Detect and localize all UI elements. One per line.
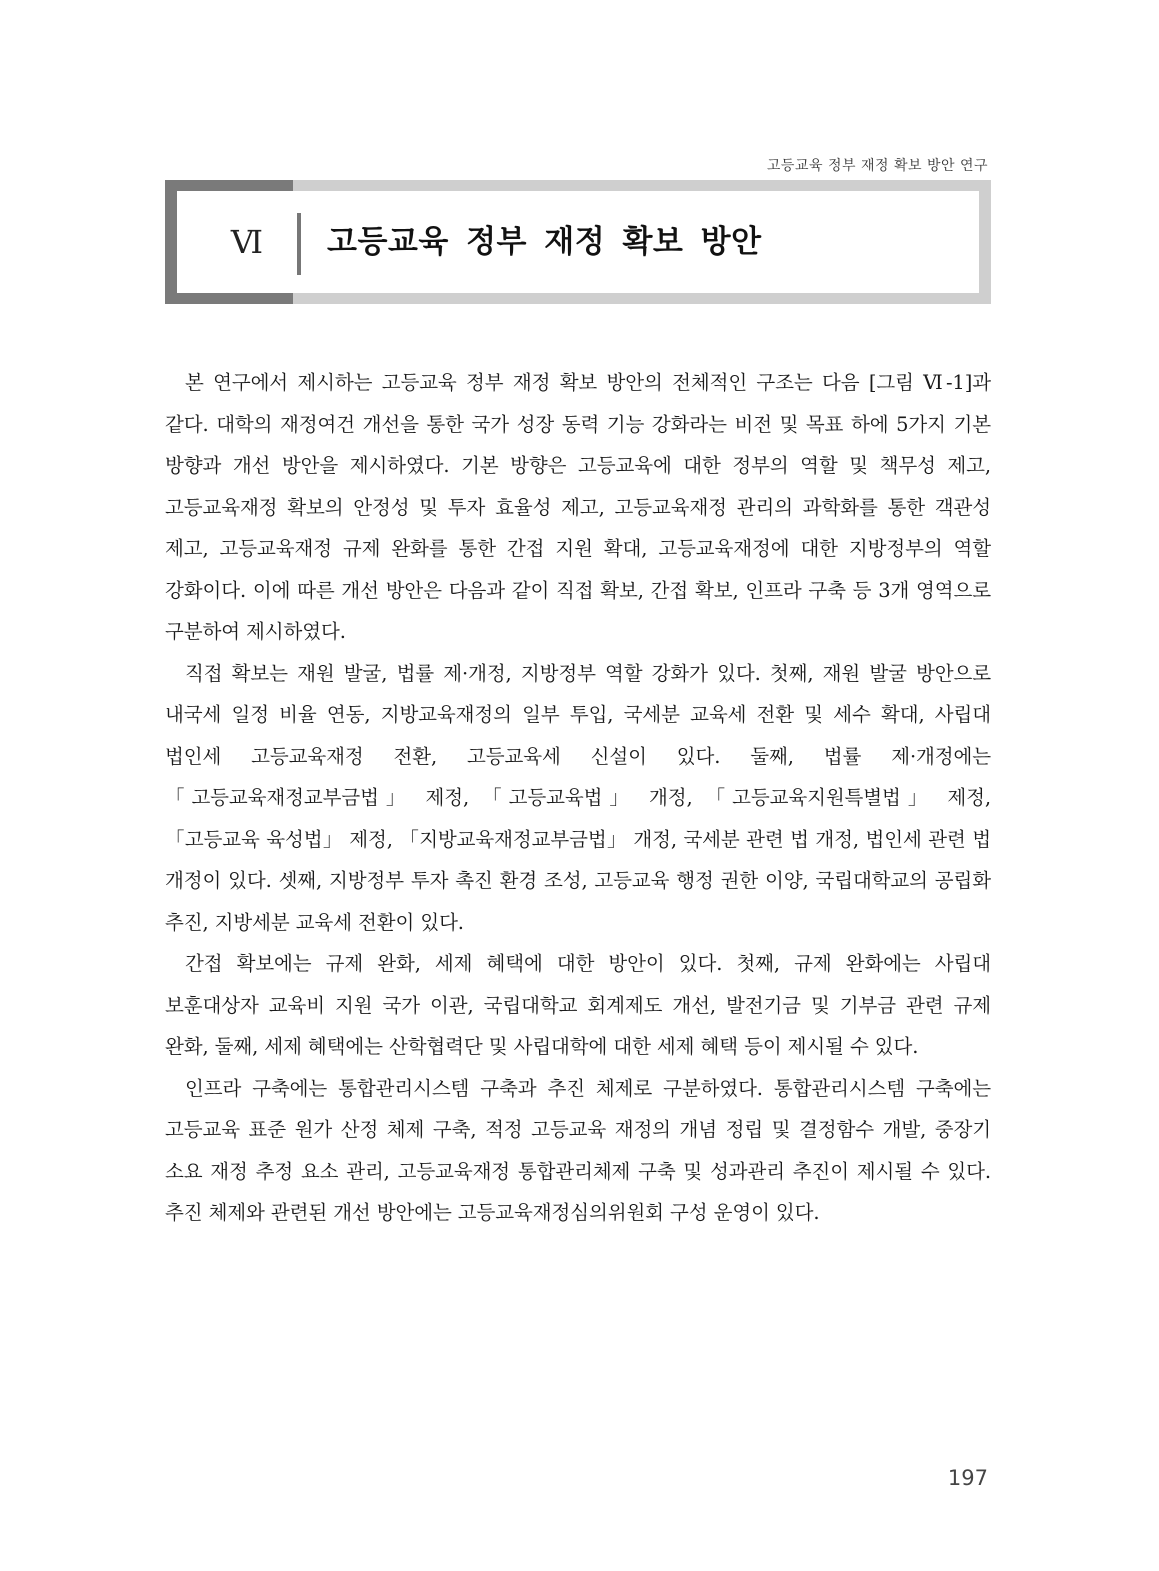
paragraph-direct-funding: 직접 확보는 재원 발굴, 법률 제·개정, 지방정부 역할 강화가 있다. 첫째, 재원 발굴 방안으로 내국세 일정 비율 연동, 지방교육재정의 일부 투입, 국세분 교육세 전환 및 세수 확대, 사립대 법인세 고등교육재정 전환, 고등교육세 신설이 있다. 둘째, 법률 제·개정에는 「고등교육재정교부금법」 제정, 「고등교육법」 개정, 「고등교육지원특별법」 제정, 「고등교육 육성법」 제정, 「지방교육재정교부금법」 개정, 국세분 관련 법 개정, 법인세 관련 법 개정이 있다. 셋째, 지방정부 투자 촉진 환경 조성, 고등교육 행정 권한 이양, 국립대학교의 공립화 추진, 지방세분 교육세 전환이 있다.: [165, 661, 991, 934]
page-number: 197: [947, 1466, 988, 1490]
paragraph-overview: 본 연구에서 제시하는 고등교육 정부 재정 확보 방안의 전체적인 구조는 다음 [그림 Ⅵ-1]과 같다. 대학의 재정여건 개선을 통한 국가 성장 동력 기능 강화라는 비전 및 목표 하에 5가지 기본 방향과 개선 방안을 제시하였다. 기본 방향은 고등교육에 대한 정부의 역할 및 책무성 제고, 고등교육재정 확보의 안정성 및 투자 효율성 제고, 고등교육재정 관리의 과학화를 통한 객관성 제고, 고등교육재정 규제 완화를 통한 간접 지원 확대, 고등교육재정에 대한 지방정부의 역할 강화이다. 이에 따른 개선 방안은 다음과 같이 직접 확보, 간접 확보, 인프라 구축 등 3개 영역으로 구분하여 제시하였다.: [165, 371, 991, 643]
body-text: [165, 362, 991, 1234]
paragraph-indirect-funding: 간접 확보에는 규제 완화, 세제 혜택에 대한 방안이 있다. 첫째, 규제 완화에는 사립대 보훈대상자 교육비 지원 국가 이관, 국립대학교 회계제도 개선, 발전기금 및 기부금 관련 규제 완화, 둘째, 세제 혜택에는 산학협력단 및 사립대학에 대한 세제 혜택 등이 제시될 수 있다.: [165, 952, 991, 1058]
paragraph-infrastructure: 인프라 구축에는 통합관리시스템 구축과 추진 체제로 구분하였다. 통합관리시스템 구축에는 고등교육 표준 원가 산정 체제 구축, 적정 고등교육 재정의 개념 정립 및 결정함수 개발, 중장기 소요 재정 추정 요소 관리, 고등교육재정 통합관리체제 구축 및 성과관리 추진이 제시될 수 있다. 추진 체제와 관련된 개선 방안에는 고등교육재정심의위원회 구성 운영이 있다.: [165, 1076, 991, 1224]
chapter-title: 고등교육 정부 재정 확보 방안: [327, 224, 762, 260]
running-header: 고등교육 정부 재정 확보 방안 연구: [766, 158, 988, 174]
chapter-divider: [297, 213, 301, 275]
chapter-box-inner: [177, 191, 979, 293]
chapter-heading-box: [165, 180, 991, 304]
chapter-number: Ⅵ: [230, 223, 264, 261]
